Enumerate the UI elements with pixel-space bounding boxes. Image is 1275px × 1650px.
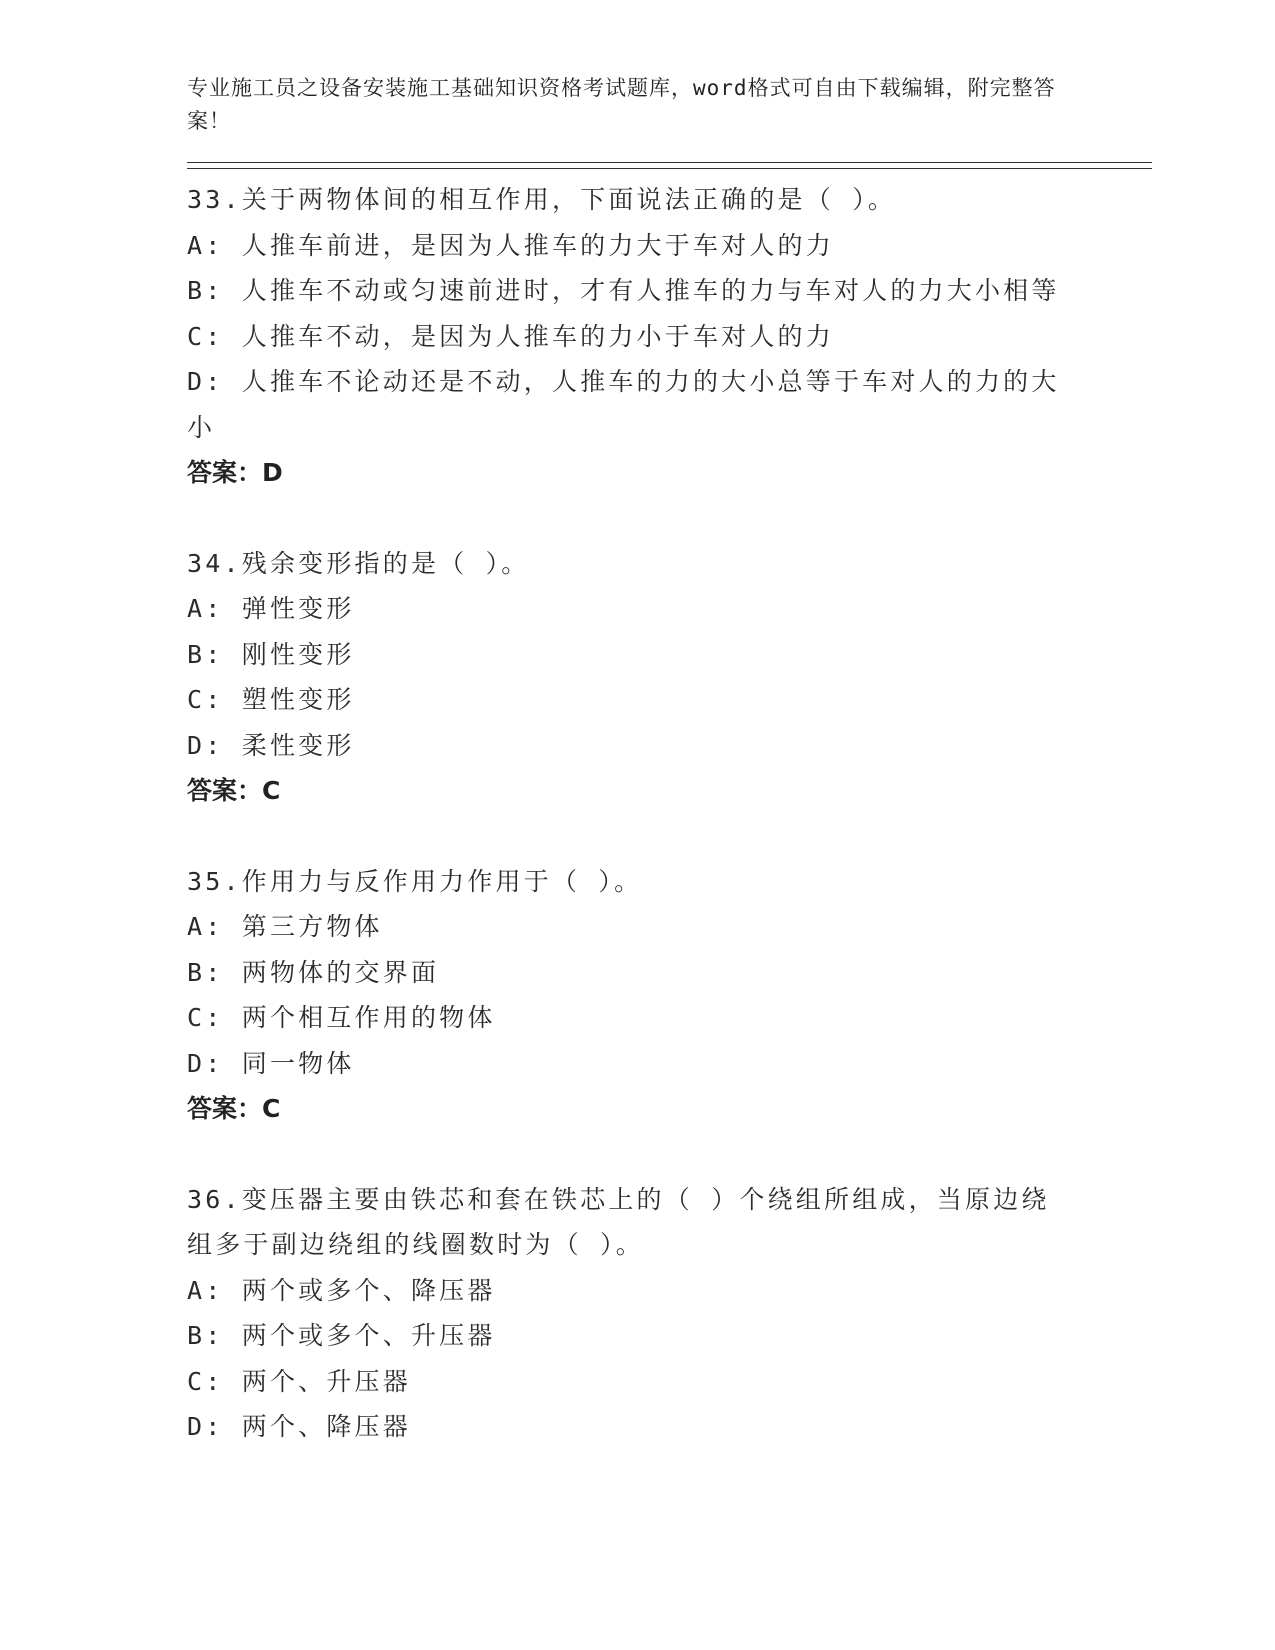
option-a: A: 两个或多个、降压器 xyxy=(187,1275,496,1305)
header-double-rule xyxy=(187,162,1152,169)
question-36 xyxy=(187,1177,1152,1450)
option-b: B: 两物体的交界面 xyxy=(187,957,440,987)
option-c: C: 两个、升压器 xyxy=(187,1366,411,1396)
document-header: 专业施工员之设备安装施工基础知识资格考试题库，word格式可自由下载编辑，附完整答案！ xyxy=(187,76,1056,133)
question-stem: 34.残余变形指的是（ ）。 xyxy=(187,548,530,578)
question-spacer xyxy=(187,1132,1152,1177)
option-a: A: 人推车前进，是因为人推车的力大于车对人的力 xyxy=(187,230,834,260)
answer: 答案：C xyxy=(187,1094,281,1123)
question-stem: 33.关于两物体间的相互作用，下面说法正确的是（ ）。 xyxy=(187,185,897,214)
question-34 xyxy=(187,541,1152,814)
option-d: D: 同一物体 xyxy=(187,1048,355,1078)
question-stem: 35.作用力与反作用力作用于（ ）。 xyxy=(187,866,643,896)
question-spacer xyxy=(187,496,1152,541)
answer: 答案：D xyxy=(187,458,283,487)
answer: 答案：C xyxy=(187,776,281,805)
document-page xyxy=(187,72,1152,1450)
option-d: D: 两个、降压器 xyxy=(187,1412,411,1441)
question-35 xyxy=(187,859,1152,1132)
option-b: B: 人推车不动或匀速前进时，才有人推车的力与车对人的力大小相等 xyxy=(187,276,1060,305)
option-d: D: 人推车不论动还是不动，人推车的力的大小总等于车对人的力的大小 xyxy=(187,367,1060,442)
option-d: D: 柔性变形 xyxy=(187,730,355,760)
option-c: C: 人推车不动，是因为人推车的力小于车对人的力 xyxy=(187,321,834,351)
option-c: C: 塑性变形 xyxy=(187,685,355,714)
question-33 xyxy=(187,177,1152,496)
option-a: A: 弹性变形 xyxy=(187,594,355,623)
option-c: C: 两个相互作用的物体 xyxy=(187,1003,496,1032)
question-spacer xyxy=(187,814,1152,859)
question-stem: 36.变压器主要由铁芯和套在铁芯上的（ ）个绕组所组成，当原边绕组多于副边绕组的线圈数时为（ ）。 xyxy=(187,1184,1050,1259)
option-a: A: 第三方物体 xyxy=(187,912,383,941)
option-b: B: 刚性变形 xyxy=(187,639,355,669)
option-b: B: 两个或多个、升压器 xyxy=(187,1321,496,1350)
